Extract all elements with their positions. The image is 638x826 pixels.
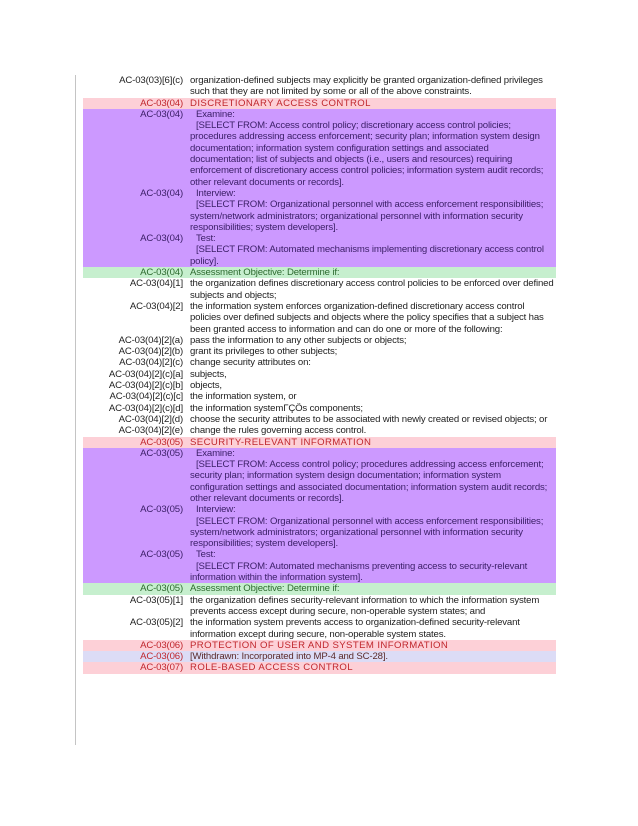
description-cell — [187, 640, 556, 651]
row-text: change security attributes on: — [190, 357, 311, 369]
control-id-cell: AC-03(04) — [83, 98, 187, 109]
control-id-cell: AC-03(04)[2] — [129, 300, 183, 312]
description-cell — [187, 617, 556, 640]
method-text: [SELECT FROM: Access control policy; discretionary access control policies; procedures addressing access enforcement; security plan; information system design documentation; information system configuration settings and associated documentation; list of subjects and objects (i.e., users and resources) requiring enforcement of discretionary access control policies; information system audit records; other relevant documents or records]. — [190, 120, 544, 188]
determination-row — [83, 403, 556, 414]
description-cell — [187, 98, 556, 109]
method-label: Test: — [196, 549, 216, 561]
assessment-procedure-table — [83, 75, 556, 674]
row-text: the organization defines security-relevant information to which the information system prevents access except during secure, non-operable system states; and — [190, 594, 540, 617]
control-id-cell: AC-03(04)[2](c)[a] — [108, 368, 183, 380]
description-cell — [187, 437, 556, 448]
determination-row — [83, 75, 556, 98]
description-cell — [187, 595, 556, 618]
row-text: the information systemΓÇÖs components; — [190, 402, 363, 414]
control-id-cell: AC-03(06) — [83, 640, 187, 651]
determination-row — [83, 380, 556, 391]
control-id-cell: AC-03(05) — [83, 583, 187, 594]
control-id-cell: AC-03(04)[2](c)[c] — [109, 391, 183, 403]
description-cell — [187, 233, 556, 267]
control-id-cell: AC-03(04) — [83, 267, 187, 278]
description-cell — [187, 335, 556, 346]
description-cell — [187, 278, 556, 301]
control-id-cell: AC-03(05) — [83, 437, 187, 448]
determination-row — [83, 391, 556, 402]
description-cell — [187, 662, 556, 673]
assessment-method-row — [83, 109, 556, 188]
control-id-cell: AC-03(06) — [83, 651, 187, 662]
determination-row — [83, 369, 556, 380]
determination-row — [83, 357, 556, 368]
description-cell — [187, 301, 556, 335]
row-text: the information system prevents access to organization-defined security-relevant information except during secure, non-operable system states. — [190, 617, 520, 640]
control-id-cell: AC-03(04)[2](a) — [118, 334, 183, 346]
description-cell — [187, 504, 556, 549]
determination-row — [83, 617, 556, 640]
control-id-cell: AC-03(04) — [83, 188, 187, 233]
description-cell — [187, 549, 556, 583]
row-text: the information system enforces organization-defined discretionary access control policies over defined subjects and objects where the policy specifies that a subject has been granted access to information and can do one or more of the following: — [190, 300, 544, 335]
determination-row — [83, 278, 556, 301]
determination-row — [83, 346, 556, 357]
control-id-cell: AC-03(03)[6](c) — [119, 75, 183, 86]
assessment-method-row — [83, 504, 556, 549]
row-text: [Withdrawn: Incorporated into MP-4 and SC-28]. — [190, 651, 388, 663]
method-text: [SELECT FROM: Organizational personnel with access enforcement responsibilities; system/network administrators; organizational personnel with information security responsibilities; system developers]. — [190, 199, 544, 233]
description-cell — [187, 380, 556, 391]
description-cell — [187, 357, 556, 368]
row-text: objects, — [190, 380, 222, 392]
determination-row — [83, 335, 556, 346]
row-text: the organization defines discretionary access control policies to be enforced over defined subjects and objects; — [190, 278, 554, 301]
description-cell — [187, 414, 556, 425]
control-id-cell: AC-03(04)[2](d) — [118, 413, 183, 425]
row-text: subjects, — [190, 368, 227, 380]
row-text: ROLE-BASED ACCESS CONTROL — [190, 662, 354, 674]
control-header-row — [83, 662, 556, 673]
control-id-cell: AC-03(05) — [83, 504, 187, 549]
method-label: Examine: — [196, 447, 235, 459]
page-margin-rule — [75, 75, 76, 745]
control-id-cell: AC-03(04)[2](c)[d] — [108, 402, 183, 414]
row-text: Assessment Objective: Determine if: — [190, 267, 340, 279]
description-cell — [187, 403, 556, 414]
description-cell — [187, 651, 556, 662]
description-cell — [187, 583, 556, 594]
method-label: Test: — [196, 233, 216, 245]
row-text: the information system, or — [190, 391, 297, 403]
row-text: pass the information to any other subjects or objects; — [190, 334, 407, 346]
control-id-cell: AC-03(04) — [83, 233, 187, 267]
assessment-method-row — [83, 188, 556, 233]
description-cell — [187, 346, 556, 357]
control-id-cell: AC-03(05)[1] — [129, 594, 183, 606]
assessment-method-row — [83, 233, 556, 267]
control-id-cell: AC-03(05) — [83, 549, 187, 583]
row-text: change the rules governing access control. — [190, 425, 367, 437]
withdrawn-row — [83, 651, 556, 662]
control-id-cell: AC-03(04)[1] — [129, 278, 183, 290]
assessment-method-row — [83, 448, 556, 504]
determination-row — [83, 425, 556, 436]
control-id-cell: AC-03(04) — [83, 109, 187, 188]
control-id-cell: AC-03(05)[2] — [129, 617, 183, 629]
control-header-row — [83, 98, 556, 109]
row-text: SECURITY-RELEVANT INFORMATION — [190, 436, 372, 448]
row-text: Assessment Objective: Determine if: — [190, 583, 340, 595]
row-text: choose the security attributes to be associated with newly created or revised objects; or — [190, 413, 548, 425]
description-cell — [187, 448, 556, 504]
assessment-objective-row — [83, 583, 556, 594]
description-cell — [187, 188, 556, 233]
table-body — [83, 75, 556, 674]
control-id-cell: AC-03(04)[2](b) — [118, 346, 183, 358]
assessment-objective-row — [83, 267, 556, 278]
method-label: Interview: — [196, 504, 236, 516]
method-label: Examine: — [196, 108, 235, 120]
method-text: [SELECT FROM: Automated mechanisms preventing access to security-relevant information within the information system]. — [190, 560, 528, 584]
row-text: DISCRETIONARY ACCESS CONTROL — [190, 97, 371, 109]
determination-row — [83, 595, 556, 618]
control-id-cell: AC-03(04)[2](e) — [118, 425, 183, 437]
description-cell — [187, 75, 556, 98]
control-header-row — [83, 437, 556, 448]
description-cell — [187, 369, 556, 380]
control-header-row — [83, 640, 556, 651]
row-text: organization-defined subjects may explicitly be granted organization-defined privileges such that they are not limited by some or all of the above constraints. — [190, 75, 543, 98]
description-cell — [187, 391, 556, 402]
determination-row — [83, 301, 556, 335]
method-text: [SELECT FROM: Automated mechanisms implementing discretionary access control policy]. — [190, 244, 544, 267]
method-text: [SELECT FROM: Access control policy; procedures addressing access enforcement; security plan; information system design documentation; information system configuration settings and associated documentation; information system audit records; other relevant documents or records]. — [190, 459, 548, 504]
description-cell — [187, 267, 556, 278]
method-text: [SELECT FROM: Organizational personnel with access enforcement responsibilities; system/network administrators; organizational personnel with information security responsibilities; system developers]. — [190, 515, 544, 550]
row-text: grant its privileges to other subjects; — [190, 346, 338, 358]
control-id-cell: AC-03(07) — [83, 662, 187, 673]
row-text: PROTECTION OF USER AND SYSTEM INFORMATION — [190, 639, 449, 651]
control-id-cell: AC-03(04)[2](c) — [119, 357, 183, 369]
control-id-cell: AC-03(05) — [83, 448, 187, 504]
description-cell — [187, 109, 556, 188]
assessment-method-row — [83, 549, 556, 583]
determination-row — [83, 414, 556, 425]
method-label: Interview: — [196, 187, 236, 199]
control-id-cell: AC-03(04)[2](c)[b] — [108, 380, 183, 392]
description-cell — [187, 425, 556, 436]
